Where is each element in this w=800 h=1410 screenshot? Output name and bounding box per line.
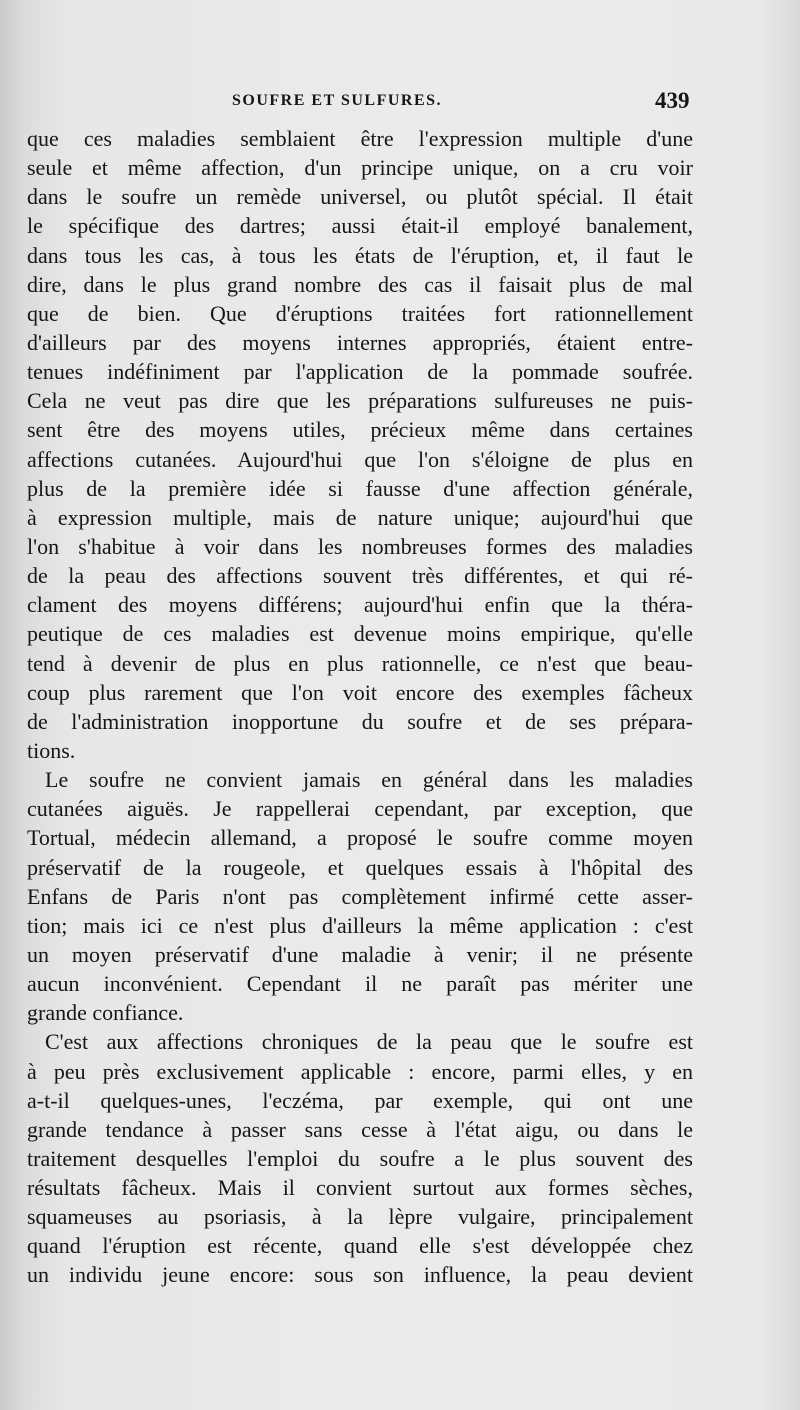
page-number: 439 (655, 88, 690, 113)
text-line: dans le soufre un remède universel, ou plutôt spécial. Il était (27, 184, 693, 210)
text-line: préservatif de la rougeole, et quelques essais à l'hôpital des (27, 854, 693, 880)
text-line: l'on s'habitue à voir dans les nombreuses formes des maladies (27, 533, 693, 559)
text-line: résultats fâcheux. Mais il convient surtout aux formes sèches, (27, 1175, 693, 1201)
page-header (0, 88, 800, 124)
text-line: à expression multiple, mais de nature unique; aujourd'hui que (27, 504, 693, 530)
text-line: C'est aux affections chroniques de la peau que le soufre est (45, 1029, 693, 1055)
text-line: Le soufre ne convient jamais en général dans les maladies (45, 767, 693, 793)
text-line: Cela ne veut pas dire que les préparations sulfureuses ne puis- (27, 388, 693, 414)
text-line: Tortual, médecin allemand, a proposé le soufre comme moyen (27, 825, 693, 851)
text-line: que ces maladies semblaient être l'expression multiple d'une (27, 126, 693, 151)
text-line: Enfans de Paris n'ont pas complètement infirmé cette asser- (27, 883, 693, 909)
text-line: tend à devenir de plus en plus rationnelle, ce n'est que beau- (27, 650, 693, 676)
text-line: de la peau des affections souvent très différentes, et qui ré- (27, 563, 693, 589)
text-line: dans tous les cas, à tous les états de l'éruption, et, il faut le (27, 242, 693, 268)
text-line: tenues indéfiniment par l'application de la pommade soufrée. (27, 359, 693, 385)
text-line: à peu près exclusivement applicable : encore, parmi elles, y en (27, 1058, 693, 1084)
running-head: SOUFRE ET SULFURES. (232, 92, 443, 109)
text-line: un moyen préservatif d'une maladie à venir; il ne présente (27, 941, 693, 967)
text-line: un individu jeune encore: sous son influence, la peau devient (27, 1262, 693, 1288)
text-line: grande tendance à passer sans cesse à l'état aigu, ou dans le (27, 1116, 693, 1142)
body-text (27, 124, 693, 1290)
text-line: traitement desquelles l'emploi du soufre a le plus souvent des (27, 1145, 693, 1171)
text-line: plus de la première idée si fausse d'une affection générale, (27, 475, 693, 501)
text-line: aucun inconvénient. Cependant il ne paraît pas mériter une (27, 971, 693, 997)
text-line: affections cutanées. Aujourd'hui que l'on s'éloigne de plus en (27, 446, 693, 472)
text-line: cutanées aiguës. Je rappellerai cependant, par exception, que (27, 796, 693, 822)
text-line: dire, dans le plus grand nombre des cas il faisait plus de mal (27, 271, 693, 297)
text-line: seule et même affection, d'un principe unique, on a cru voir (27, 155, 693, 181)
text-line: squameuses au psoriasis, à la lèpre vulgaire, principalement (27, 1204, 693, 1230)
text-line: de l'administration inopportune du soufre et de ses prépara- (27, 708, 693, 734)
text-line: a-t-il quelques-unes, l'eczéma, par exemple, qui ont une (27, 1087, 693, 1113)
text-line: sent être des moyens utiles, précieux même dans certaines (27, 417, 693, 443)
text-line: quand l'éruption est récente, quand elle s'est développée chez (27, 1233, 693, 1259)
text-line: d'ailleurs par des moyens internes appropriés, étaient entre- (27, 329, 693, 355)
text-line: le spécifique des dartres; aussi était-il employé banalement, (27, 213, 693, 239)
text-line: coup plus rarement que l'on voit encore des exemples fâcheux (27, 679, 693, 705)
text-line: tions. (27, 737, 76, 763)
text-line: peutique de ces maladies est devenue moins empirique, qu'elle (27, 621, 693, 647)
text-line: tion; mais ici ce n'est plus d'ailleurs la même application : c'est (27, 912, 693, 938)
text-line: que de bien. Que d'éruptions traitées fort rationnellement (27, 300, 693, 326)
text-line: grande confiance. (27, 1000, 184, 1026)
text-line: clament des moyens différens; aujourd'hui enfin que la théra- (27, 592, 693, 618)
